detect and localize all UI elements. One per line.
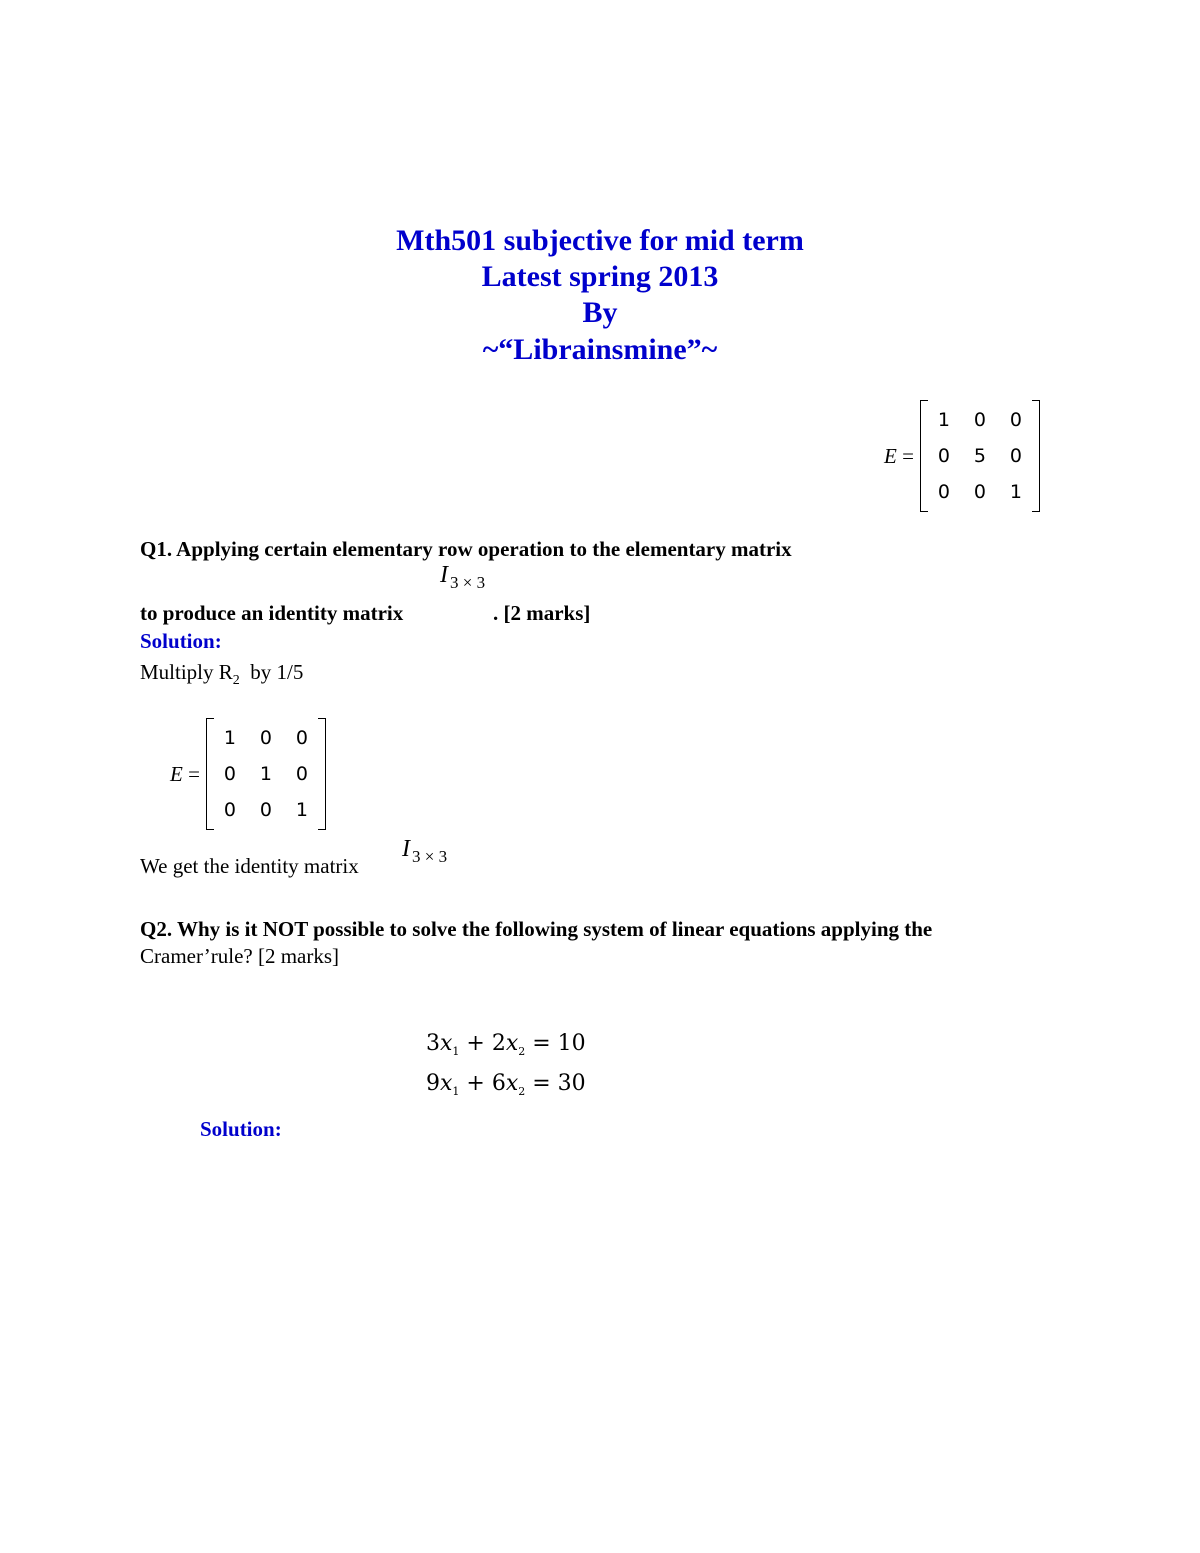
- matrix-cell: 1: [259, 763, 272, 785]
- matrix-cell: 0: [1009, 445, 1022, 467]
- matrix-cell: 0: [223, 763, 236, 785]
- matrix-cell: 5: [973, 445, 986, 467]
- matrix-cell: 0: [937, 445, 950, 467]
- matrix-cell: 0: [223, 799, 236, 821]
- q1-solution-label: Solution:: [140, 629, 222, 653]
- matrix-e-original: [884, 400, 1040, 512]
- q1-result-text: We get the identity matrix: [140, 854, 359, 878]
- title-line-4: ~“Librainsmine”~: [482, 333, 718, 366]
- matrix-e-result: [170, 718, 326, 830]
- matrix-lhs: E =: [884, 443, 914, 468]
- matrix-cell: 0: [295, 727, 308, 749]
- matrix-cell: 0: [973, 409, 986, 431]
- equation-1: $3x_1 + 2x_2 = 10$: [426, 1031, 586, 1058]
- matrix-cell: 0: [295, 763, 308, 785]
- identity-matrix-symbol: I $_{3 \times 3}$: [440, 562, 486, 592]
- q1-marks: . [2 marks]: [493, 601, 591, 625]
- q1-question-line-2: to produce an identity matrix: [140, 601, 404, 625]
- q2-question-line-2: Cramer’rule? [2 marks]: [140, 944, 340, 968]
- matrix-cell: 1: [937, 409, 950, 431]
- matrix-body: [920, 400, 1040, 512]
- q1-solution-text: Multiply $R_2$ by 1/5: [140, 660, 304, 689]
- matrix-body: [206, 718, 326, 830]
- matrix-lhs: E =: [170, 761, 200, 786]
- equation-2: $9x_1 + 6x_2 = 30$: [426, 1071, 586, 1098]
- matrix-cell: 0: [937, 481, 950, 503]
- q1-question-line-1: Q1. Applying certain elementary row operation to the elementary matrix: [140, 537, 792, 561]
- title-line-2: Latest spring 2013: [481, 260, 719, 293]
- q2-question-line-1: Q2. Why is it NOT possible to solve the following system of linear equations applying the: [140, 917, 933, 941]
- matrix-cell: 1: [1009, 481, 1022, 503]
- matrix-cell: 0: [259, 799, 272, 821]
- matrix-cell: 0: [1009, 409, 1022, 431]
- title-line-1: Mth501 subjective for mid term: [396, 224, 804, 257]
- matrix-cell: 1: [223, 727, 236, 749]
- title-line-3: By: [582, 296, 618, 329]
- identity-matrix-symbol: I $_{3 \times 3}$: [402, 836, 448, 866]
- matrix-cell: 0: [973, 481, 986, 503]
- matrix-cell: 0: [259, 727, 272, 749]
- q2-solution-label: Solution:: [200, 1117, 282, 1141]
- matrix-cell: 1: [295, 799, 308, 821]
